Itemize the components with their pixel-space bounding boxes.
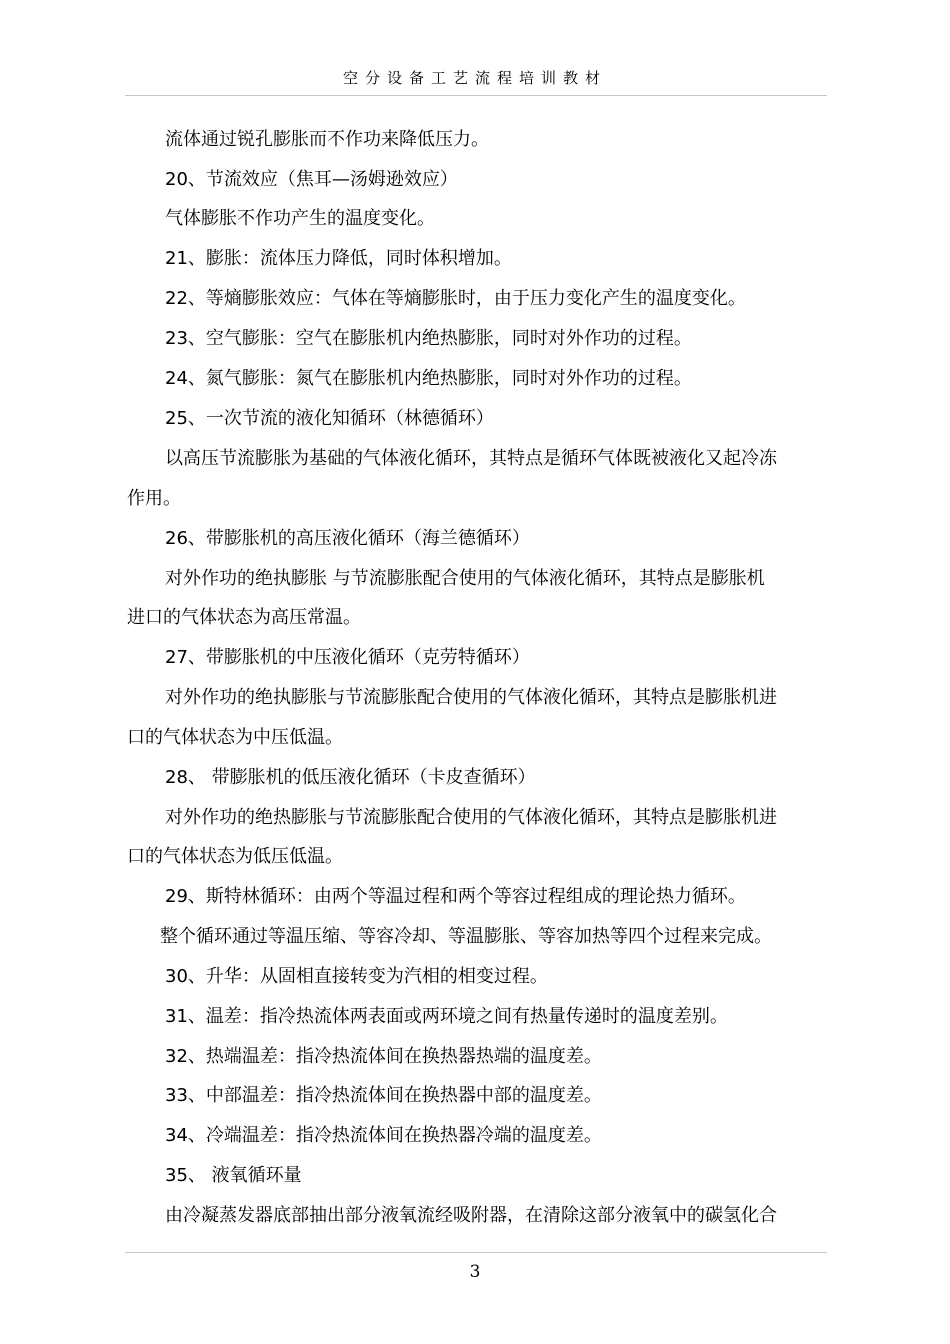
body-line: 25、一次节流的液化知循环（林德循环） [165,408,494,429]
body-line: 由冷凝蒸发器底部抽出部分液氧流经吸附器，在清除这部分液氧中的碳氢化合 [165,1205,777,1226]
body-line: 口的气体状态为低压低温。 [127,846,343,867]
body-line: 流体通过锐孔膨胀而不作功来降低压力。 [165,129,489,150]
body-line: 30、升华：从固相直接转变为汽相的相变过程。 [165,966,548,987]
body-line: 23、空气膨胀：空气在膨胀机内绝热膨胀，同时对外作功的过程。 [165,328,692,349]
body-line: 21、膨胀：流体压力降低，同时体积增加。 [165,248,512,269]
body-line: 35、 液氧循环量 [165,1165,302,1186]
page-number: 3 [469,1262,481,1282]
body-line: 对外作功的绝执膨胀 与节流膨胀配合使用的气体液化循环，其特点是膨胀机 [165,568,765,589]
body-line: 24、氮气膨胀：氮气在膨胀机内绝热膨胀，同时对外作功的过程。 [165,368,692,389]
body-line: 32、热端温差：指冷热流体间在换热器热端的温度差。 [165,1046,602,1067]
body-line: 对外作功的绝执膨胀与节流膨胀配合使用的气体液化循环，其特点是膨胀机进 [165,687,777,708]
body-line: 27、带膨胀机的中压液化循环（克劳特循环） [165,647,530,668]
body-line: 20、节流效应（焦耳—汤姆逊效应） [165,169,458,190]
body-line: 整个循环通过等温压缩、等容冷却、等温膨胀、等容加热等四个过程来完成。 [160,926,772,947]
body-line: 作用。 [127,488,181,509]
page-header-title: 空分设备工艺流程培训教材 [342,69,607,87]
body-line: 26、带膨胀机的高压液化循环（海兰德循环） [165,528,530,549]
body-line: 31、温差：指冷热流体两表面或两环境之间有热量传递时的温度差别。 [165,1006,728,1027]
body-line: 33、中部温差：指冷热流体间在换热器中部的温度差。 [165,1085,602,1106]
body-line: 气体膨胀不作功产生的温度变化。 [165,208,435,229]
body-line: 以高压节流膨胀为基础的气体液化循环，其特点是循环气体既被液化又起冷冻 [165,448,777,469]
body-line: 34、冷端温差：指冷热流体间在换热器冷端的温度差。 [165,1125,602,1146]
body-line: 28、 带膨胀机的低压液化循环（卡皮查循环） [165,767,536,788]
body-line: 口的气体状态为中压低温。 [127,727,343,748]
body-line: 22、等熵膨胀效应：气体在等熵膨胀时，由于压力变化产生的温度变化。 [165,288,746,309]
body-line: 29、斯特林循环：由两个等温过程和两个等容过程组成的理论热力循环。 [165,886,746,907]
header-divider [125,95,827,96]
footer-divider [125,1252,827,1253]
body-line: 对外作功的绝热膨胀与节流膨胀配合使用的气体液化循环，其特点是膨胀机进 [165,807,777,828]
body-line: 进口的气体状态为高压常温。 [127,607,361,628]
